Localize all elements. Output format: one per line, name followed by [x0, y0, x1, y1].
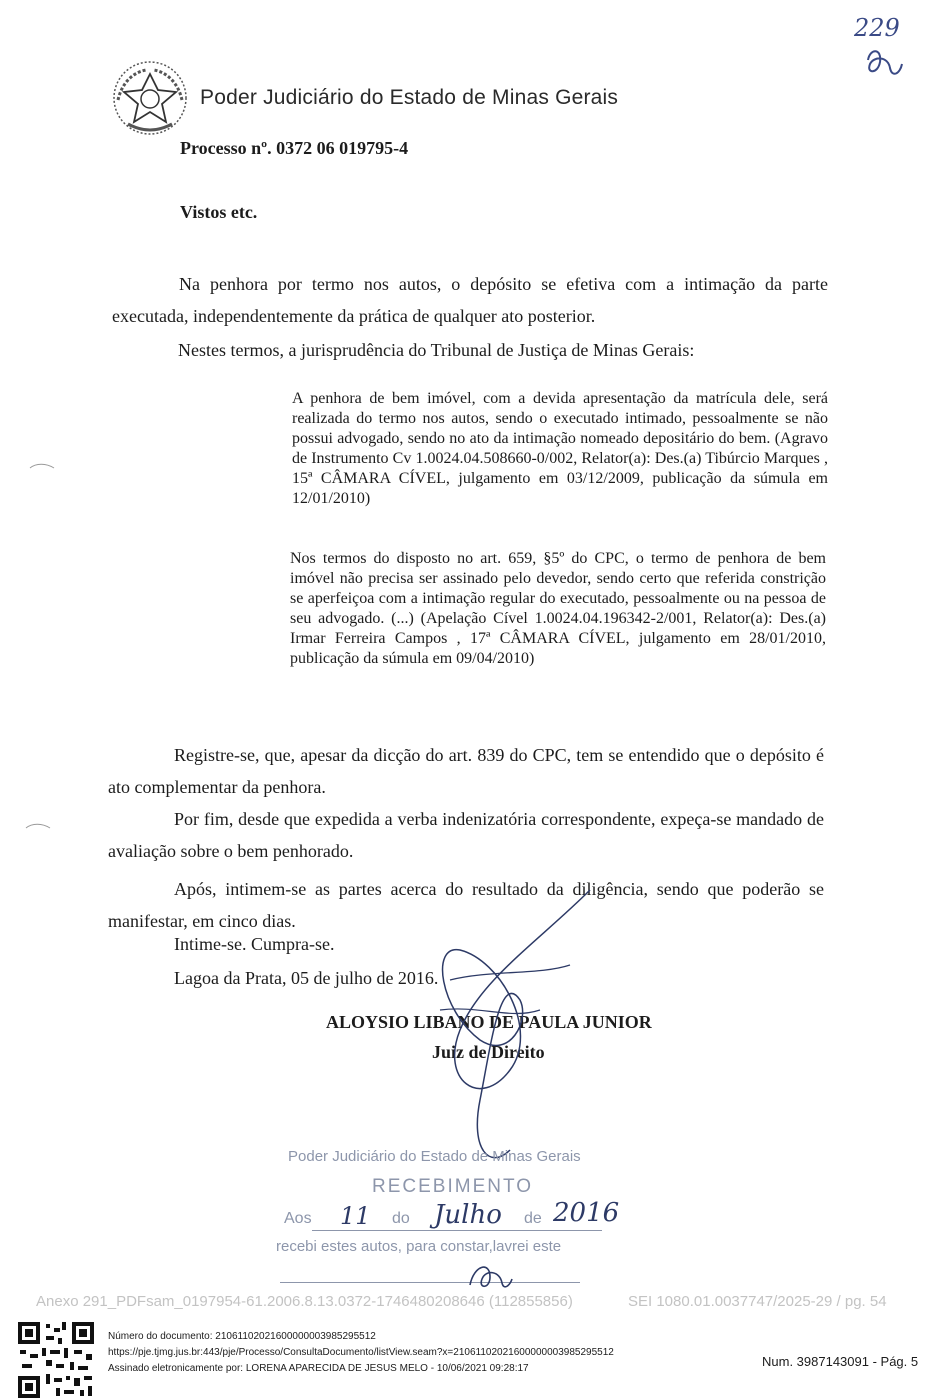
judge-name: ALOYSIO LIBANO DE PAULA JUNIOR — [326, 1012, 652, 1032]
paragraph-intime-se: Intime-se. Cumpra-se. — [174, 934, 335, 954]
stamp-recebimento: RECEBIMENTO — [372, 1176, 534, 1197]
document-number: Número do documento: 21061102021600000003985295512 — [108, 1331, 376, 1342]
vistos-heading: Vistos etc. — [180, 202, 258, 222]
quote-agravo: A penhora de bem imóvel, com a devida apresentação da matrícula dele, será realizada do termo nos autos, sendo o executado intimado, pessoalmente se não possui advogado, sendo no ato da intimação nomeado depositário do bem. (Agravo de Instrumento Cv 1.0024.04.508660-0/002, Relator(a): Des.(a) Tibúrcio Marques , 15ª CÂMARA CÍVEL, julgamento em 03/12/2009, publicação da súmula em 12/01/2010) — [292, 390, 828, 507]
scan-mark — [28, 462, 56, 470]
paragraph-por-fim: Por fim, desde que expedida a verba indenizatória correspondente, expeça-se mandado de avaliação sobre o bem penhorado. — [108, 809, 824, 861]
paragraph-jurisprudence-intro: Nestes termos, a jurisprudência do Tribunal de Justiça de Minas Gerais: — [178, 340, 695, 360]
paragraph-apos: Após, intimem-se as partes acerca do resultado da diligência, sendo que poderão se manifestar, em cinco dias. — [108, 879, 824, 931]
place-and-date: Lagoa da Prata, 05 de julho de 2016. — [174, 968, 439, 988]
stamp-year-handwritten: 2016 — [553, 1198, 620, 1228]
stamp-rule — [312, 1230, 602, 1231]
stamp-de: de — [524, 1210, 542, 1227]
document-num-page: Num. 3987143091 - Pág. 5 — [762, 1354, 919, 1369]
stamp-do: do — [392, 1210, 410, 1227]
court-name: Poder Judiciário do Estado de Minas Gerais — [200, 86, 619, 109]
scan-mark — [24, 822, 52, 830]
stamp-day-handwritten: 11 — [340, 1202, 371, 1230]
qr-code-icon — [16, 1320, 96, 1400]
stamp-court-name: Poder Judiciário do Estado de Minas Gerais — [288, 1148, 581, 1165]
handwritten-signature — [420, 870, 610, 1180]
handwritten-initial — [460, 1255, 520, 1295]
annex-reference: Anexo 291_PDFsam_0197954-61.2006.8.13.0372-1746480208646 (112855856) — [36, 1293, 573, 1310]
sei-reference: SEI 1080.01.0037747/2025-29 / pg. 54 — [628, 1293, 887, 1310]
process-number: Processo nº. 0372 06 019795-4 — [180, 138, 409, 158]
document-url[interactable]: https://pje.tjmg.jus.br:443/pje/Processo/ConsultaDocumento/listView.seam?x=21061102021600000003985295512 — [108, 1347, 614, 1358]
judge-title: Juiz de Direito — [432, 1042, 545, 1062]
coat-of-arms-icon — [108, 56, 192, 140]
page-number-stamp — [840, 8, 920, 88]
stamp-rule-bottom — [280, 1282, 580, 1283]
stamp-aos: Aos — [284, 1210, 312, 1227]
stamp-month-handwritten: Julho — [434, 1200, 502, 1230]
page-number-handwritten: 229 — [854, 14, 900, 42]
paragraph-penhora: Na penhora por termo nos autos, o depósito se efetiva com a intimação da parte executada, independentemente da prática de qualquer ato posterior. — [112, 274, 828, 326]
paragraph-registre-se: Registre-se, que, apesar da dicção do art. 839 do CPC, tem se entendido que o depósito é ato complementar da penhora. — [108, 745, 824, 797]
electronic-signature: Assinado eletronicamente por: LORENA APARECIDA DE JESUS MELO - 10/06/2021 09:28:17 — [108, 1363, 529, 1374]
stamp-lavrei-line: recebi estes autos, para constar,lavrei este — [276, 1238, 562, 1255]
quote-apelacao: Nos termos do disposto no art. 659, §5º do CPC, o termo de penhora de bem imóvel não precisa ser assinado pelo devedor, sendo certo que referida constrição se aperfeiçoa com a intimação regular do executado, pessoalmente ou na pessoa de seu advogado. (...) (Apelação Cível 1.0024.04.196342-2/001, Relator(a): Des.(a) Irmar Ferreira Campos , 17ª CÂMARA CÍVEL, julgamento em 28/01/2010, publicação da súmula em 09/04/2010) — [290, 550, 826, 667]
